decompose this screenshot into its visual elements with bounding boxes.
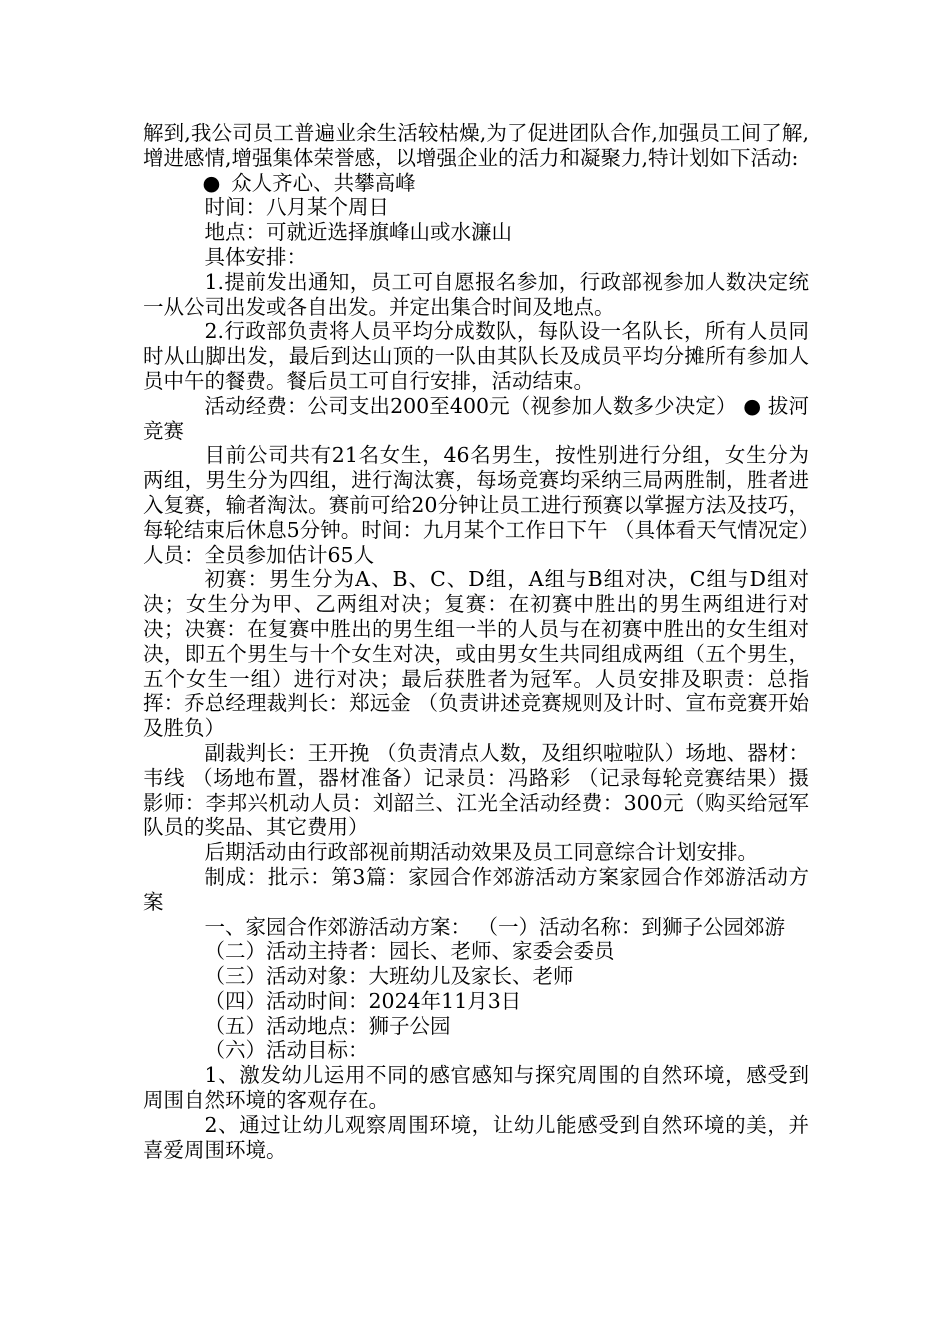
plan-heading: 一、家园合作郊游活动方案： （一）活动名称：到狮子公园郊游	[204, 914, 786, 939]
tug-of-war-rules: 初赛：男生分为A、B、C、D组，A组与B组对决，C组与D组对决；女生分为甲、乙两组对决；复赛：在初赛中胜出的男生两组进行对决；决赛：在复赛中胜出的男生组一半的人员与在初赛中胜出的女生组对决，即五个男生与十个女生对决，或由男女生共同组成两组（五个男生，五个女生一组）进行对决；最后获胜者为冠军。人员安排及职责：总指挥：乔总经理裁判长：郑远金 （负责讲述竞赛规则及计时、宣布竞赛开始及胜负）	[143, 567, 809, 741]
intro-paragraph: 解到,我公司员工普遍业余生活较枯燥,为了促进团队合作,加强员工间了解,增进感情,增强集体荣誉感，以增强企业的活力和凝聚力,特计划如下活动:	[143, 121, 809, 170]
plan-place: （五）活动地点：狮子公园	[204, 1013, 451, 1038]
later-activities: 后期活动由行政部视前期活动效果及员工同意综合计划安排。	[204, 840, 758, 865]
plan-host: （二）活动主持者：园长、老师、家委会委员	[204, 939, 615, 964]
activity1-budget: 活动经费：公司支出200至400元（视参加人数多少决定） ● 拔河竞赛	[143, 393, 809, 443]
bullet-icon: ●	[202, 170, 221, 195]
plan-goals-heading: （六）活动目标：	[204, 1038, 369, 1063]
activity1-item-2: 2.行政部负责将人员平均分成数队，每队设一名队长，所有人员同时从山脚出发，最后到达山顶的一队由其队长及成员平均分摊所有参加人员中午的餐费。餐后员工可自行安排，活动结束。	[143, 319, 809, 393]
tug-of-war-intro: 目前公司共有21名女生，46名男生，按性别进行分组，女生分为两组，男生分为四组，进行淘汰赛，每场竞赛均采纳三局两胜制，胜者进入复赛，输者淘汰。赛前可给20分钟让员工进行预赛以掌握方法及技巧，每轮结束后休息5分钟。时间：九月某个工作日下午 （具体看天气情况定）人员：全员参加估计65人	[143, 443, 809, 567]
tug-of-war-staff: 副裁判长：王开挽 （负责清点人数，及组织啦啦队）场地、器材：韦线 （场地布置，器材准备）记录员：冯路彩 （记录每轮竞赛结果）摄影师：李邦兴机动人员：刘韶兰、江光全活动经费：300元（购买给冠军队员的奖品、其它费用）	[143, 740, 809, 840]
plan-time: （四）活动时间：2024年11月3日	[204, 988, 522, 1013]
goal-1: 1、激发幼儿运用不同的感官感知与探究周围的自然环境，感受到周围自然环境的客观存在。	[143, 1063, 809, 1113]
plan-target: （三）活动对象：大班幼儿及家长、老师	[204, 964, 574, 989]
activity1-title: 众人齐心、共攀高峰	[231, 170, 416, 195]
document-body	[143, 121, 809, 1162]
made-by-line: 制成：批示：第3篇：家园合作郊游活动方案家园合作郊游活动方案	[143, 864, 809, 914]
activity1-place: 地点：可就近选择旗峰山或水濂山	[204, 220, 512, 245]
activity1-title-line	[143, 171, 809, 196]
activity1-item-1: 1.提前发出通知，员工可自愿报名参加，行政部视参加人数决定统一从公司出发或各自出发。并定出集合时间及地点。	[143, 269, 809, 319]
activity1-time: 时间：八月某个周日	[204, 195, 389, 220]
goal-2: 2、通过让幼儿观察周围环境，让幼儿能感受到自然环境的美，并喜爱周围环境。	[143, 1112, 809, 1162]
activity1-arrangement-heading: 具体安排：	[204, 244, 307, 269]
